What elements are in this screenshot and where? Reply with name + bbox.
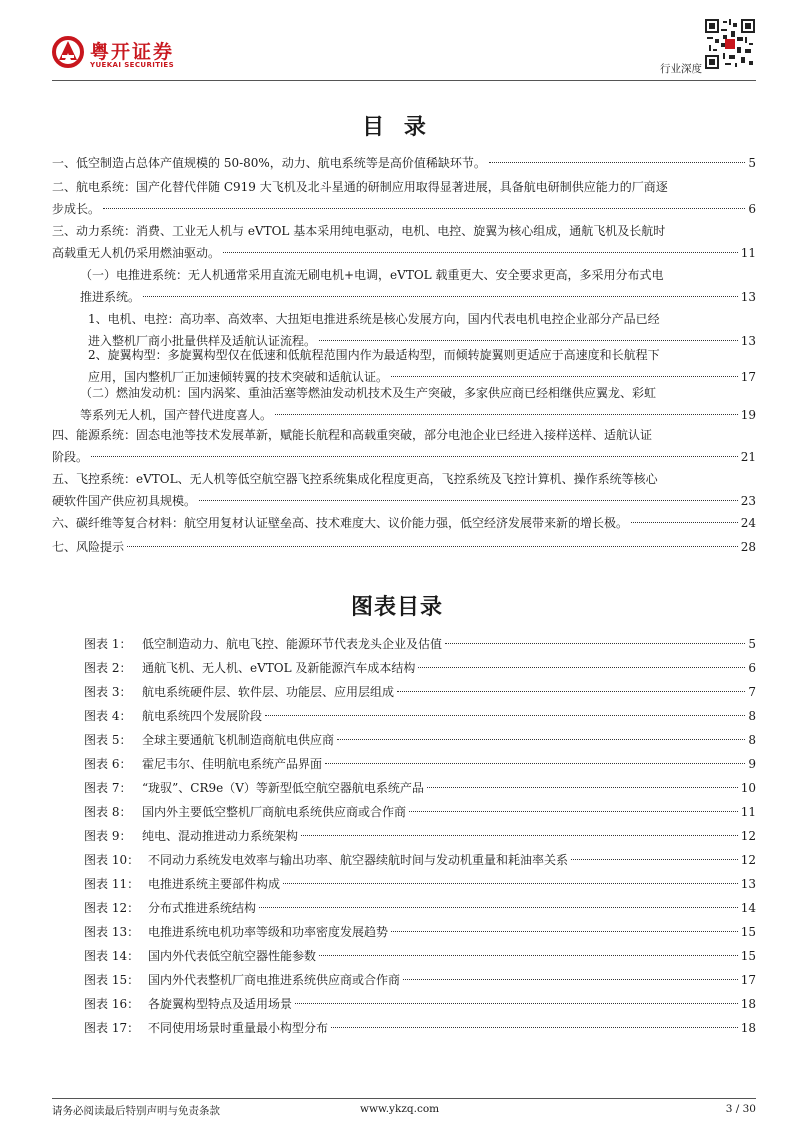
figure-label: 图表 13： — [84, 925, 140, 939]
toc-entry[interactable] — [80, 382, 756, 426]
leader-dots — [418, 667, 745, 668]
figure-caption: 国内外主要低空整机厂商航电系统供应商或合作商 — [142, 805, 407, 819]
figure-entry[interactable] — [84, 753, 756, 775]
leader-dots — [301, 835, 738, 836]
toc-line: 阶段。 21 — [52, 446, 756, 468]
leader-dots — [283, 883, 738, 884]
figure-label: 图表 9： — [84, 829, 132, 843]
toc-page: 24 — [740, 516, 756, 530]
figure-page: 18 — [740, 1021, 756, 1035]
figure-label: 图表 10： — [84, 853, 140, 867]
figure-page: 7 — [748, 685, 756, 699]
figure-page: 9 — [748, 757, 756, 771]
toc-entry[interactable] — [52, 424, 756, 468]
footer-divider — [52, 1098, 756, 1099]
leader-dots — [223, 252, 738, 253]
brand-name-cn: 粤开证券 — [90, 41, 175, 63]
leader-dots — [103, 208, 745, 209]
toc-page: 13 — [740, 290, 756, 304]
figure-entry[interactable] — [84, 969, 756, 991]
toc-line: 六、碳纤维等复合材料：航空用复材认证壁垒高、技术难度大、议价能力强，低空经济发展带来新的增长极。 24 — [52, 512, 756, 534]
toc-entry[interactable] — [52, 220, 756, 264]
leader-dots — [325, 763, 745, 764]
leader-dots — [319, 955, 738, 956]
leader-dots — [319, 340, 738, 341]
figure-entry[interactable] — [84, 657, 756, 679]
toc-page: 21 — [740, 450, 756, 464]
page-header — [0, 0, 794, 90]
figure-entry[interactable] — [84, 873, 756, 895]
leader-dots — [409, 811, 738, 812]
figure-label: 图表 17： — [84, 1021, 140, 1035]
report-category: 行业深度 — [660, 63, 702, 75]
figure-entry[interactable] — [84, 1017, 756, 1039]
figure-page: 15 — [740, 949, 756, 963]
figure-label: 图表 16： — [84, 997, 140, 1011]
figure-page: 12 — [740, 853, 756, 867]
toc-page: 13 — [740, 334, 756, 348]
figure-caption: “珑驭”、CR9e（V）等新型低空航空器航电系统产品 — [142, 781, 424, 795]
figure-page: 12 — [740, 829, 756, 843]
figure-page: 6 — [748, 661, 756, 675]
toc-entry[interactable] — [52, 152, 756, 174]
figure-label: 图表 4： — [84, 709, 132, 723]
brand-logo — [52, 36, 192, 76]
toc-title: 目 录 — [362, 115, 432, 140]
figure-entry[interactable] — [84, 945, 756, 967]
figure-page: 10 — [740, 781, 756, 795]
toc-page: 5 — [748, 156, 756, 170]
toc-line: 四、能源系统：固态电池等技术发展革新，赋能长航程和高载重突破，部分电池企业已经进入接样送样、适航认证 — [52, 428, 653, 442]
figure-entry[interactable] — [84, 993, 756, 1015]
toc-page: 17 — [740, 370, 756, 384]
figure-page: 15 — [740, 925, 756, 939]
brand-logo-icon — [52, 36, 84, 68]
leader-dots — [127, 546, 738, 547]
toc-line: 硬软件国产供应初具规模。 23 — [52, 490, 756, 512]
toc-line: （一）电推进系统：无人机通常采用直流无刷电机+电调，eVTOL 载重更大、安全要求更高，多采用分布式电 — [80, 268, 664, 282]
leader-dots — [295, 1003, 738, 1004]
toc-page: 11 — [740, 246, 756, 260]
toc-line: 进入整机厂商小批量供样及适航认证流程。 13 — [88, 330, 756, 352]
figure-entry[interactable] — [84, 681, 756, 703]
figure-entry[interactable] — [84, 777, 756, 799]
footer-disclaimer: 请务必阅读最后特别声明与免责条款 — [52, 1105, 220, 1117]
figure-caption: 纯电、混动推进动力系统架构 — [142, 829, 299, 843]
page-number: 3 / 30 — [725, 1103, 756, 1115]
leader-dots — [403, 979, 738, 980]
figure-label: 图表 6： — [84, 757, 132, 771]
toc-line: 2、旋翼构型：多旋翼构型仅在低速和低航程范围内作为最适构型，而倾转旋翼则更适应于高速度和长航程下 — [88, 348, 660, 362]
figure-entry[interactable] — [84, 825, 756, 847]
toc-line: （二）燃油发动机：国内涡桨、重油活塞等燃油发动机技术及生产突破，多家供应商已经相继供应翼龙、彩虹 — [80, 386, 657, 400]
leader-dots — [143, 296, 738, 297]
figure-caption: 不同动力系统发电效率与输出功率、航空器续航时间与发动机重量和耗油率关系 — [148, 853, 569, 867]
figure-caption: 电推进系统电机功率等级和功率密度发展趋势 — [148, 925, 389, 939]
leader-dots — [391, 376, 738, 377]
figure-caption: 通航飞机、无人机、eVTOL 及新能源汽车成本结构 — [142, 661, 416, 675]
toc-line: 高载重无人机仍采用燃油驱动。 11 — [52, 242, 756, 264]
figure-page: 8 — [748, 733, 756, 747]
leader-dots — [91, 456, 738, 457]
figure-page: 17 — [740, 973, 756, 987]
figure-entry[interactable] — [84, 921, 756, 943]
figure-caption: 航电系统四个发展阶段 — [142, 709, 263, 723]
toc-entry[interactable] — [52, 468, 756, 512]
leader-dots — [259, 907, 738, 908]
figure-page: 8 — [748, 709, 756, 723]
figure-entry[interactable] — [84, 705, 756, 727]
leader-dots — [571, 859, 738, 860]
toc-entry[interactable] — [52, 512, 756, 534]
leader-dots — [199, 500, 738, 501]
toc-line: 七、风险提示 28 — [52, 536, 756, 558]
figure-page: 13 — [740, 877, 756, 891]
figure-page: 18 — [740, 997, 756, 1011]
figure-caption: 航电系统硬件层、软件层、功能层、应用层组成 — [142, 685, 395, 699]
figure-page: 11 — [740, 805, 756, 819]
figure-label: 图表 7： — [84, 781, 132, 795]
figure-entry[interactable] — [84, 729, 756, 751]
toc-entry[interactable] — [52, 176, 756, 220]
toc-page: 6 — [748, 202, 756, 216]
leader-dots — [391, 931, 738, 932]
leader-dots — [445, 643, 745, 644]
figure-entry[interactable] — [84, 897, 756, 919]
figure-label: 图表 1： — [84, 637, 132, 651]
toc-line: 步成长。 6 — [52, 198, 756, 220]
leader-dots — [337, 739, 745, 740]
toc-line: 二、航电系统：国产化替代伴随 C919 大飞机及北斗星通的研制应用取得显著进展，具备航电研制供应能力的厂商逐 — [52, 180, 668, 194]
figure-entry[interactable] — [84, 849, 756, 871]
figure-caption: 各旋翼构型特点及适用场景 — [148, 997, 293, 1011]
toc-page: 19 — [740, 408, 756, 422]
figure-page: 14 — [740, 901, 756, 915]
leader-dots — [331, 1027, 738, 1028]
leader-dots — [275, 414, 738, 415]
figure-caption: 电推进系统主要部件构成 — [148, 877, 281, 891]
leader-dots — [265, 715, 745, 716]
figure-label: 图表 15： — [84, 973, 140, 987]
toc-line: 应用，国内整机厂正加速倾转翼的技术突破和适航认证。 17 — [88, 366, 756, 388]
toc-page: 28 — [740, 540, 756, 554]
toc-line: 一、低空制造占总体产值规模的 50-80%，动力、航电系统等是高价值稀缺环节。 5 — [52, 152, 756, 174]
footer-url[interactable]: www.ykzq.com — [360, 1103, 440, 1115]
toc-line: 推进系统。 13 — [80, 286, 756, 308]
figure-list-title: 图表目录 — [350, 595, 443, 620]
figure-label: 图表 3： — [84, 685, 132, 699]
leader-dots — [631, 522, 738, 523]
figure-label: 图表 11： — [84, 877, 140, 891]
leader-dots — [397, 691, 745, 692]
figure-caption: 国内外代表低空航空器性能参数 — [148, 949, 317, 963]
toc-line: 1、电机、电控：高功率、高效率、大扭矩电推进系统是核心发展方向，国内代表电机电控企业部分产品已经 — [88, 312, 660, 326]
figure-entry[interactable] — [84, 633, 756, 655]
figure-caption: 不同使用场景时重量最小构型分布 — [148, 1021, 329, 1035]
figure-label: 图表 8： — [84, 805, 132, 819]
toc-entry[interactable] — [80, 264, 756, 308]
figure-caption: 霍尼韦尔、佳明航电系统产品界面 — [142, 757, 323, 771]
toc-line: 等系列无人机，国产替代进度喜人。 19 — [80, 404, 756, 426]
toc-line: 五、飞控系统：eVTOL、无人机等低空航空器飞控系统集成化程度更高，飞控系统及飞控计算机、操作系统等核心 — [52, 472, 658, 486]
figure-caption: 低空制造动力、航电飞控、能源环节代表龙头企业及估值 — [142, 637, 443, 651]
qr-code-icon — [705, 19, 755, 69]
figure-caption: 全球主要通航飞机制造商航电供应商 — [142, 733, 335, 747]
figure-label: 图表 12： — [84, 901, 140, 915]
figure-label: 图表 2： — [84, 661, 132, 675]
leader-dots — [489, 162, 746, 163]
toc-line: 三、动力系统：消费、工业无人机与 eVTOL 基本采用纯电驱动，电机、电控、旋翼为核心组成，通航飞机及长航时 — [52, 224, 666, 238]
brand-name-en: YUEKAI SECURITIES — [90, 61, 175, 69]
figure-label: 图表 5： — [84, 733, 132, 747]
figure-caption: 分布式推进系统结构 — [148, 901, 257, 915]
toc-entry[interactable] — [52, 536, 756, 558]
header-divider — [52, 80, 756, 81]
figure-page: 5 — [748, 637, 756, 651]
figure-caption: 国内外代表整机厂商电推进系统供应商或合作商 — [148, 973, 401, 987]
leader-dots — [427, 787, 738, 788]
figure-label: 图表 14： — [84, 949, 140, 963]
figure-entry[interactable] — [84, 801, 756, 823]
toc-page: 23 — [740, 494, 756, 508]
